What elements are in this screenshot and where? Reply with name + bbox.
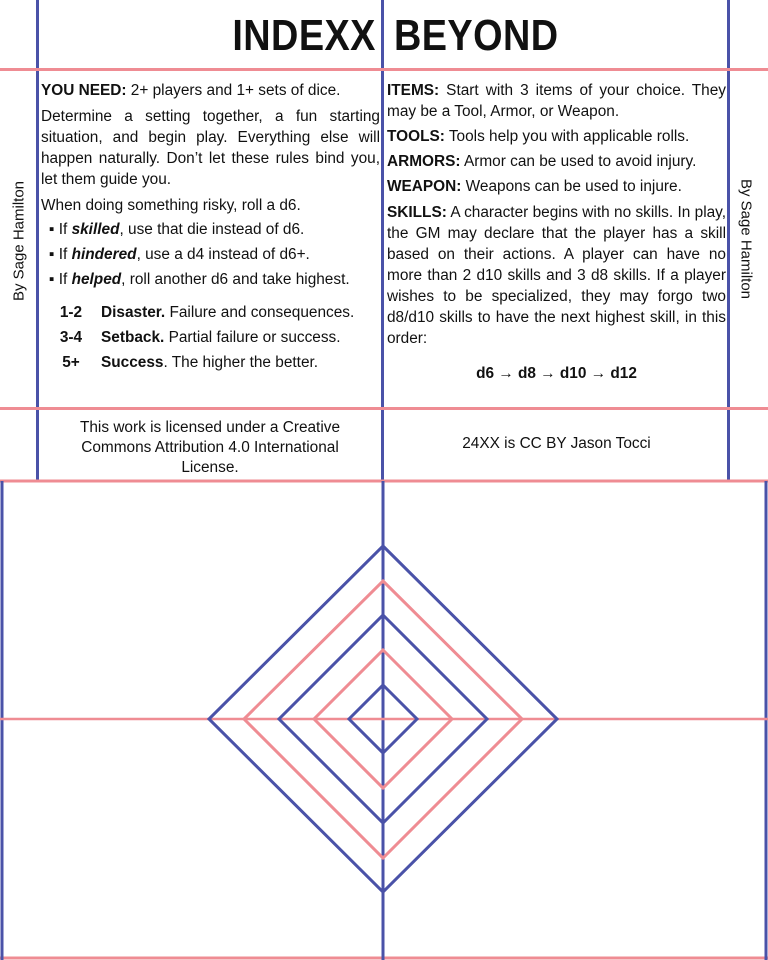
risky-line: When doing something risky, roll a d6. xyxy=(41,197,301,214)
tools-paragraph: TOOLS: Tools help you with applicable rolls. xyxy=(387,128,690,145)
diamond-target-diagram xyxy=(0,478,768,960)
rules-right-column xyxy=(387,80,726,384)
skills-paragraph: SKILLS: A character begins with no skills. In play, the GM may declare that the player has a skill based on their actions. A player can have no more than 2 d10 skills and 3 d8 skills. If a player wishes to be specialized, they may forgo two d8/d10 skills to have the next highest skill, in this order: xyxy=(387,204,726,347)
table-row: 3-4 Setback. Partial failure or success. xyxy=(59,329,341,346)
list-item: ▪ If hindered, use a d4 instead of d6+. xyxy=(49,246,310,263)
list-item: ▪ If helped, roll another d6 and take highest. xyxy=(49,271,350,288)
rules-left-column xyxy=(41,80,380,377)
title-divider xyxy=(0,68,768,71)
side-credit-left: By Sage Hamilton xyxy=(10,180,28,302)
modifier-list xyxy=(49,219,380,290)
die-chain: d6 → d8 → d10 → d12 xyxy=(476,365,637,382)
armors-paragraph: ARMORS: Armor can be used to avoid injury. xyxy=(387,153,697,170)
credit-text: 24XX is CC BY Jason Tocci xyxy=(462,435,651,452)
results-table xyxy=(41,302,380,373)
license-text: This work is licensed under a Creative Commons Attribution 4.0 International License. xyxy=(79,419,341,476)
title-right: BEYOND xyxy=(394,11,559,60)
table-row: 5+ Success. The higher the better. xyxy=(62,354,319,371)
items-paragraph: ITEMS: Start with 3 items of your choice. They may be a Tool, Armor, or Weapon. xyxy=(387,82,726,120)
you-need-text: 2+ players and 1+ sets of dice. xyxy=(126,82,341,99)
side-credit-right: By Sage Hamilton xyxy=(737,178,755,300)
weapon-paragraph: WEAPON: Weapons can be used to injure. xyxy=(387,178,682,195)
title-left: INDEXX xyxy=(232,11,376,60)
list-item: ▪ If skilled, use that die instead of d6. xyxy=(49,221,305,238)
intro-paragraph: Determine a setting together, a fun starting situation, and begin play. Everything else will happen naturally. Don’t let these rules bind you, let them guide you. xyxy=(41,108,380,188)
you-need-line xyxy=(41,80,380,101)
you-need-label: YOU NEED: xyxy=(41,82,127,99)
table-row: 1-2 Disaster. Failure and consequences. xyxy=(59,304,355,321)
footer-divider xyxy=(0,407,768,410)
